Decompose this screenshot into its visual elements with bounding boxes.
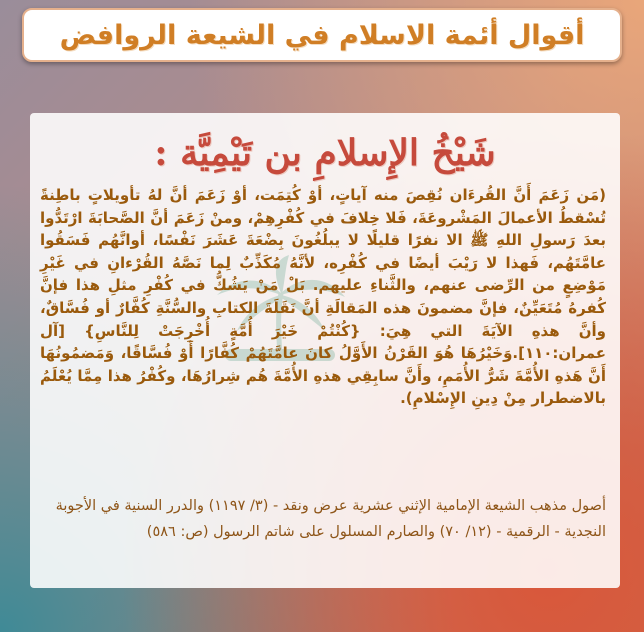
quote-body: (مَن زَعَمَ أَنَّ القُرءَان نُقِصَ منه آياتٍ، أوْ كُتِمَت، أوْ زَعَمَ أنَّ لهُ تأويلاتٍ باطِنةً تُسْقطُ الأعمالَ المَشْروعَةَ، فَلا خِلافَ في كُفْرِهِمْ، ومنْ زَعَمَ أنَّ الصَّحابَةَ ارْتَدُّوا بعدَ رَسولِ اللهِ ﷺ الا نفرًا قليلًا لا يبلُغُونَ بِضْعَةَ عَشَرَ نَفْسًا، أوانَّهُم فَسَقُوا عامَّتَهُم، فَهذا لا رَيْبَ أيضًا في كُفْرِه، لأنَّهُ مُكَذِّبٌ لِما نَصَّهُ القُرْءانِ في غَيْرِ مَوْضِعٍ من الرِّضى عنهم، والثَّناءِ عليهم. بَلْ مَنْ يَشُكُّ في كُفْرِ مثلِ هذا فإنَّ كُفرهُ مُتَعَيِّنٌ، فإنَّ مضمونَ هذه المَقالَةِ أنَّ نَقَلَةَ الكتابِ والسُّنَّةِ كُفَّارٌ أو فُسَّاقٌ، وأنَّ هذهِ الآيَةَ التي هِيَ: {كُنْتُمْ خَيْرَ أُمَّةٍ أُخْرِجَتْ لِلنَّاسِ} [آل عمران:١١٠].وَخَيْرُهَا هُوَ القَرْنُ الأَوَّلُ كانَ عامَّتَهُمْ كُفَّارًا أَوْ فُسَّاقًا، وَمَضمُونُهَا أَنَّ هَذهِ الأُمَّةَ شَرُّ الأُمَمِ، وأَنَّ سابِقِي هذهِ الأُمَّةَ هُم شِرارُهَا، وكُفْرُ هذا مِمَّا يُعْلَمُ بالاضطرار مِنْ دِينِ الإِسْلامِ).: [40, 186, 606, 408]
section-heading: شَيْخُ الإِسلامِ بن تَيْمِيَّة :: [154, 132, 496, 174]
page-title: أقوال أئمة الاسلام في الشيعة الروافض: [59, 19, 585, 51]
title-banner: [22, 8, 622, 62]
source-citation: أصول مذهب الشيعة الإمامية الإثني عشرية عرض ونقد - (٣/ ١١٩٧) والدرر السنية في الأجوبة النجدية - الرقمية - (١٢/ ٧٠) والصارم المسلول على شاتم الرسول (ص: ٥٨٦): [55, 498, 606, 540]
